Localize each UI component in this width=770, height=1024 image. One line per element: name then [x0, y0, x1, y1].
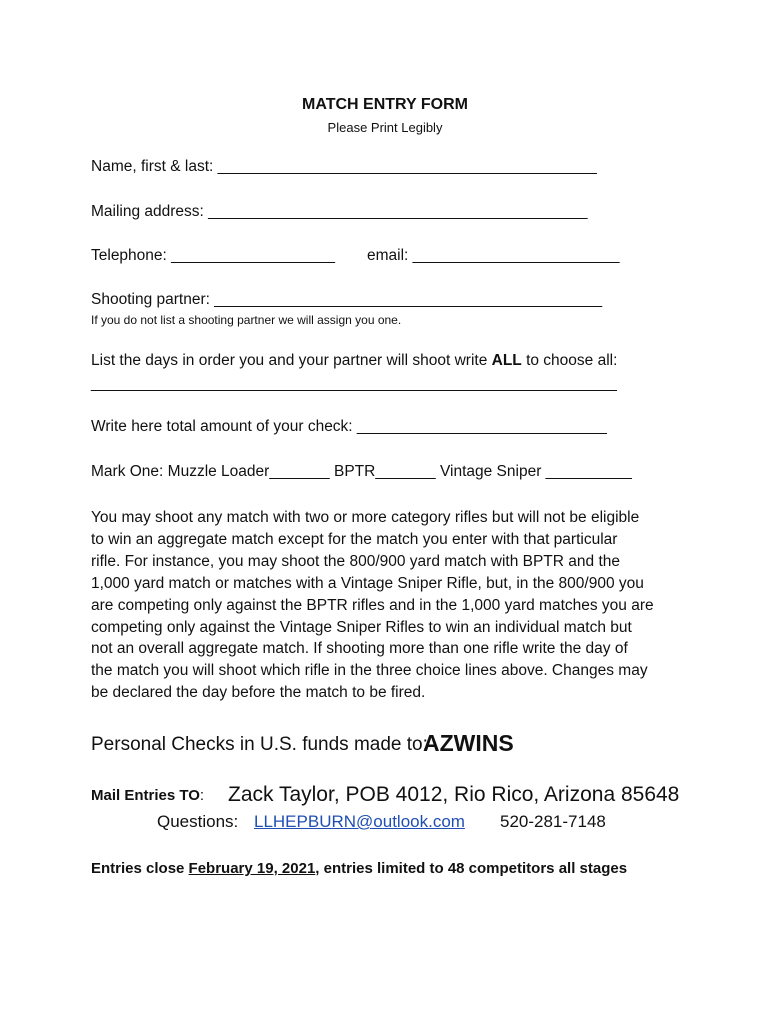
rules-line: 1,000 yard match or matches with a Vintage Sniper Rifle, but, in the 800/900 you [91, 574, 644, 592]
shooting-partner-field[interactable]: Shooting partner: _____________________________________________ [91, 291, 603, 308]
days-prefix: List the days in order you and your partner will shoot write [91, 352, 492, 369]
form-title: MATCH ENTRY FORM [302, 96, 468, 113]
mailing-address-field[interactable]: Mailing address: ____________________________________________ [91, 203, 588, 220]
mail-label: Mail Entries TO [91, 787, 200, 804]
rules-paragraph [91, 507, 691, 704]
category-mark-field[interactable]: Mark One: Muzzle Loader_______ BPTR_______ Vintage Sniper __________ [91, 463, 632, 480]
payee-name: AZWINS [423, 730, 514, 756]
rules-line: the match you will shoot which rifle in the three choice lines above. Changes may [91, 662, 648, 680]
mail-colon: : [199, 787, 205, 804]
rules-line: are competing only against the BPTR rifles and in the 1,000 yard matches you are [91, 596, 654, 614]
contact-phone: 520-281-7148 [500, 812, 606, 831]
rules-line: to win an aggregate match except for the match you enter with that particular [91, 530, 618, 548]
rules-line: rifle. For instance, you may shoot the 800/900 yard match with BPTR and the [91, 552, 620, 570]
questions-label: Questions: [157, 812, 239, 831]
name-field[interactable]: Name, first & last: ____________________________________________ [91, 158, 597, 175]
telephone-field[interactable]: Telephone: ___________________ [91, 247, 335, 264]
mail-address: Zack Taylor, POB 4012, Rio Rico, Arizona 85648 [228, 783, 680, 806]
partner-note: If you do not list a shooting partner we will assign you one. [91, 313, 402, 327]
email-field[interactable]: email: ________________________ [367, 247, 620, 264]
form-subtitle: Please Print Legibly [327, 120, 443, 135]
days-line[interactable]: _____________________________________________________________ [91, 375, 617, 392]
days-instruction [91, 352, 617, 370]
closing-suffix: , entries limited to 48 competitors all stages [315, 860, 628, 877]
days-suffix: to choose all: [521, 352, 618, 369]
mail-entries-line [91, 787, 204, 805]
rules-line: competing only against the Vintage Sniper Rifles to win an individual match but [91, 618, 632, 636]
rules-line: You may shoot any match with two or more category rifles but will not be eligible [91, 509, 640, 526]
contact-email-link[interactable]: LLHEPBURN@outlook.com [254, 812, 465, 831]
days-all: ALL [491, 352, 522, 369]
closing-date: February 19, 2021 [188, 860, 316, 877]
closing-notice [91, 860, 627, 877]
rules-line: be declared the day before the match to be fired. [91, 684, 426, 702]
check-amount-field[interactable]: Write here total amount of your check: _____________________________ [91, 418, 607, 435]
closing-prefix: Entries close [91, 860, 189, 877]
rules-line: not an overall aggregate match. If shooting more than one rifle write the day of [91, 640, 628, 658]
payment-label: Personal Checks in U.S. funds made to: [91, 734, 428, 755]
